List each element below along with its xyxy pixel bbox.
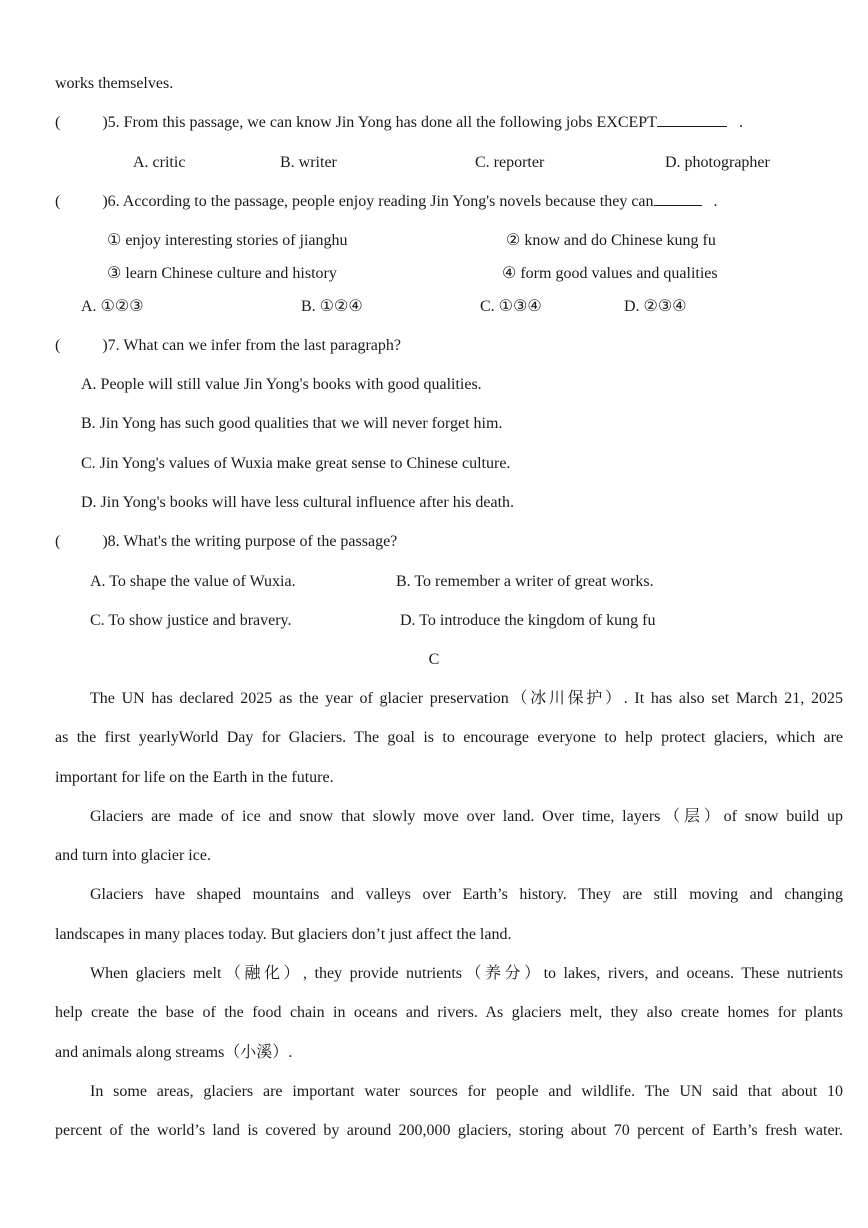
q5-option-d: D. photographer	[665, 154, 770, 171]
q7-option-b: B. Jin Yong has such good qualities that we will never forget him.	[81, 415, 503, 432]
q6-option-b: B. ①②④	[301, 298, 363, 315]
passage-line-6: Glaciers have shaped mountains and valleys over Earth’s history. They are still moving and changing	[90, 886, 843, 903]
q8-option-c: C. To show justice and bravery.	[90, 612, 292, 629]
q5-option-b: B. writer	[280, 154, 337, 171]
q6-option-a: A. ①②③	[81, 298, 144, 315]
q6-item-4: ④ form good values and qualities	[502, 265, 718, 282]
q6-stem: 6. According to the passage, people enjoy reading Jin Yong's novels because they can	[107, 193, 654, 210]
q7-open-paren: (	[55, 337, 61, 354]
q6-close-paren: )	[102, 193, 108, 210]
question-6	[55, 191, 718, 213]
q8-close-paren: )	[102, 533, 108, 550]
q7-close-paren: )	[102, 337, 108, 354]
section-c-heading: C	[428, 651, 440, 668]
q5-blank	[657, 112, 727, 127]
q5-stem: 5. From this passage, we can know Jin Yong has done all the following jobs EXCEPT	[107, 114, 657, 131]
passage-line-8: When glaciers melt（融化）, they provide nutrients（养分）to lakes, rivers, and oceans. These nutrients	[90, 965, 843, 982]
q5-option-a: A. critic	[133, 154, 186, 171]
passage-line-3: important for life on the Earth in the future.	[55, 769, 334, 786]
passage-line-11: In some areas, glaciers are important water sources for people and wildlife. The UN said that about 10	[90, 1083, 843, 1100]
q6-item-1: ① enjoy interesting stories of jianghu	[107, 232, 348, 249]
q8-stem: 8. What's the writing purpose of the passage?	[107, 533, 398, 550]
q8-open-paren: (	[55, 533, 61, 550]
q6-blank	[654, 191, 702, 206]
question-7	[55, 335, 401, 357]
q6-end: .	[713, 193, 718, 210]
passage-line-4: Glaciers are made of ice and snow that slowly move over land. Over time, layers（层）of snow build up	[90, 808, 843, 825]
q8-option-b: B. To remember a writer of great works.	[396, 573, 654, 590]
q7-option-d: D. Jin Yong's books will have less cultural influence after his death.	[81, 494, 515, 511]
q7-option-a: A. People will still value Jin Yong's books with good qualities.	[81, 376, 482, 393]
q8-option-a: A. To shape the value of Wuxia.	[90, 573, 296, 590]
question-8	[55, 531, 397, 553]
passage-line-2: as the first yearlyWorld Day for Glaciers. The goal is to encourage everyone to help protect glaciers, which are	[55, 729, 843, 746]
passage-line-12: percent of the world’s land is covered by around 200,000 glaciers, storing about 70 percent of Earth’s fresh water.	[55, 1122, 843, 1139]
q7-option-c: C. Jin Yong's values of Wuxia make great sense to Chinese culture.	[81, 455, 511, 472]
q5-close-paren: )	[102, 114, 108, 131]
q8-option-d: D. To introduce the kingdom of kung fu	[400, 612, 656, 629]
passage-line-7: landscapes in many places today. But glaciers don’t just affect the land.	[55, 926, 512, 943]
q6-option-c: C. ①③④	[480, 298, 542, 315]
q7-stem: 7. What can we infer from the last paragraph?	[107, 337, 402, 354]
question-5	[55, 112, 743, 134]
q6-item-2: ② know and do Chinese kung fu	[506, 232, 716, 249]
q6-item-3: ③ learn Chinese culture and history	[107, 265, 337, 282]
q6-option-d: D. ②③④	[624, 298, 687, 315]
passage-line-9: help create the base of the food chain in oceans and rivers. As glaciers melt, they also create homes for plants	[55, 1004, 843, 1021]
q6-open-paren: (	[55, 193, 61, 210]
passage-line-5: and turn into glacier ice.	[55, 847, 211, 864]
passage-line-10: and animals along streams（小溪）.	[55, 1044, 293, 1061]
q5-end: .	[738, 114, 743, 131]
passage-line-1: The UN has declared 2025 as the year of glacier preservation（冰川保护）. It has also set March 21, 2025	[90, 690, 843, 707]
q5-option-c: C. reporter	[475, 154, 545, 171]
q5-open-paren: (	[55, 114, 61, 131]
intro-line: works themselves.	[55, 75, 174, 92]
